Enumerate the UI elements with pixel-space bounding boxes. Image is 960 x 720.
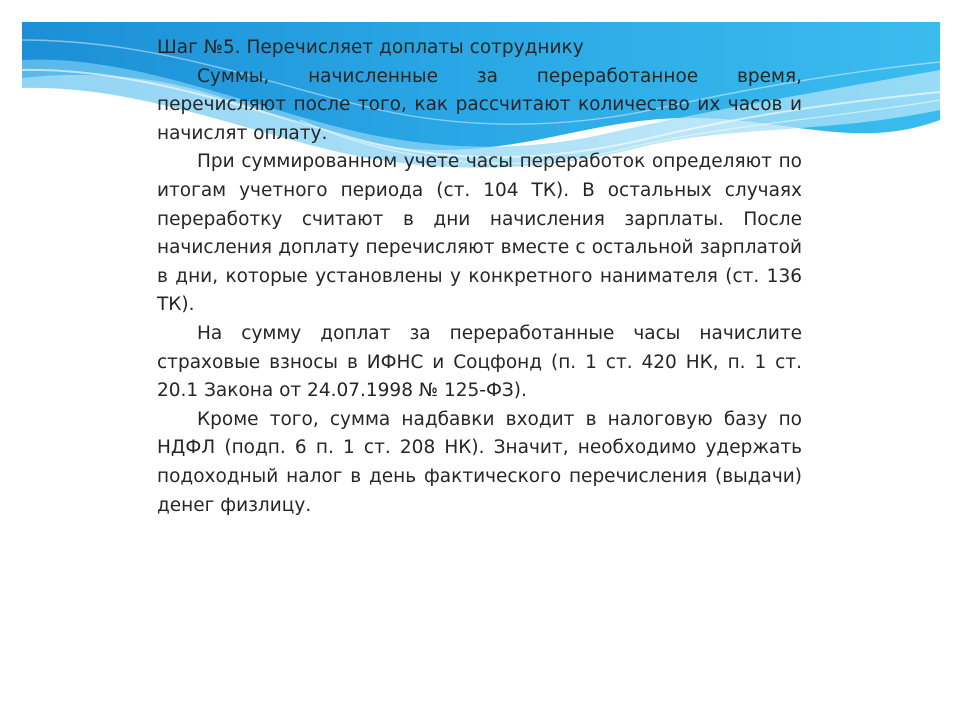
slide-text-body [157, 34, 802, 520]
paragraph-insurance-contributions: На сумму доплат за переработанные часы начислите страховые взносы в ИФНС и Соцфонд (п. 1 ст. 420 НК, п. 1 ст. 20.1 Закона от 24.07.1998 № 125-ФЗ). [157, 322, 802, 402]
paragraph-summarized-accounting: При суммированном учете часы переработок определяют по итогам учетного периода (ст. 104 ТК). В остальных случаях переработку считают в дни начисления зарплаты. После начисления доплату перечисляют вместе с остальной зарплатой в дни, которые установлены у конкретного нанимателя (ст. 136 ТК). [157, 151, 802, 316]
slide-title: Шаг №5. Перечисляет доплаты сотруднику [157, 37, 584, 58]
paragraph-income-tax: Кроме того, сумма надбавки входит в налоговую базу по НДФЛ (подп. 6 п. 1 ст. 208 НК). Значит, необходимо удержать подоходный налог в день фактического перечисления (выдачи) денег физлицу. [157, 408, 802, 516]
paragraph-overtime-payment: Суммы, начисленные за переработанное время, перечисляют после того, как рассчитают количество их часов и начислят оплату. [157, 65, 802, 144]
